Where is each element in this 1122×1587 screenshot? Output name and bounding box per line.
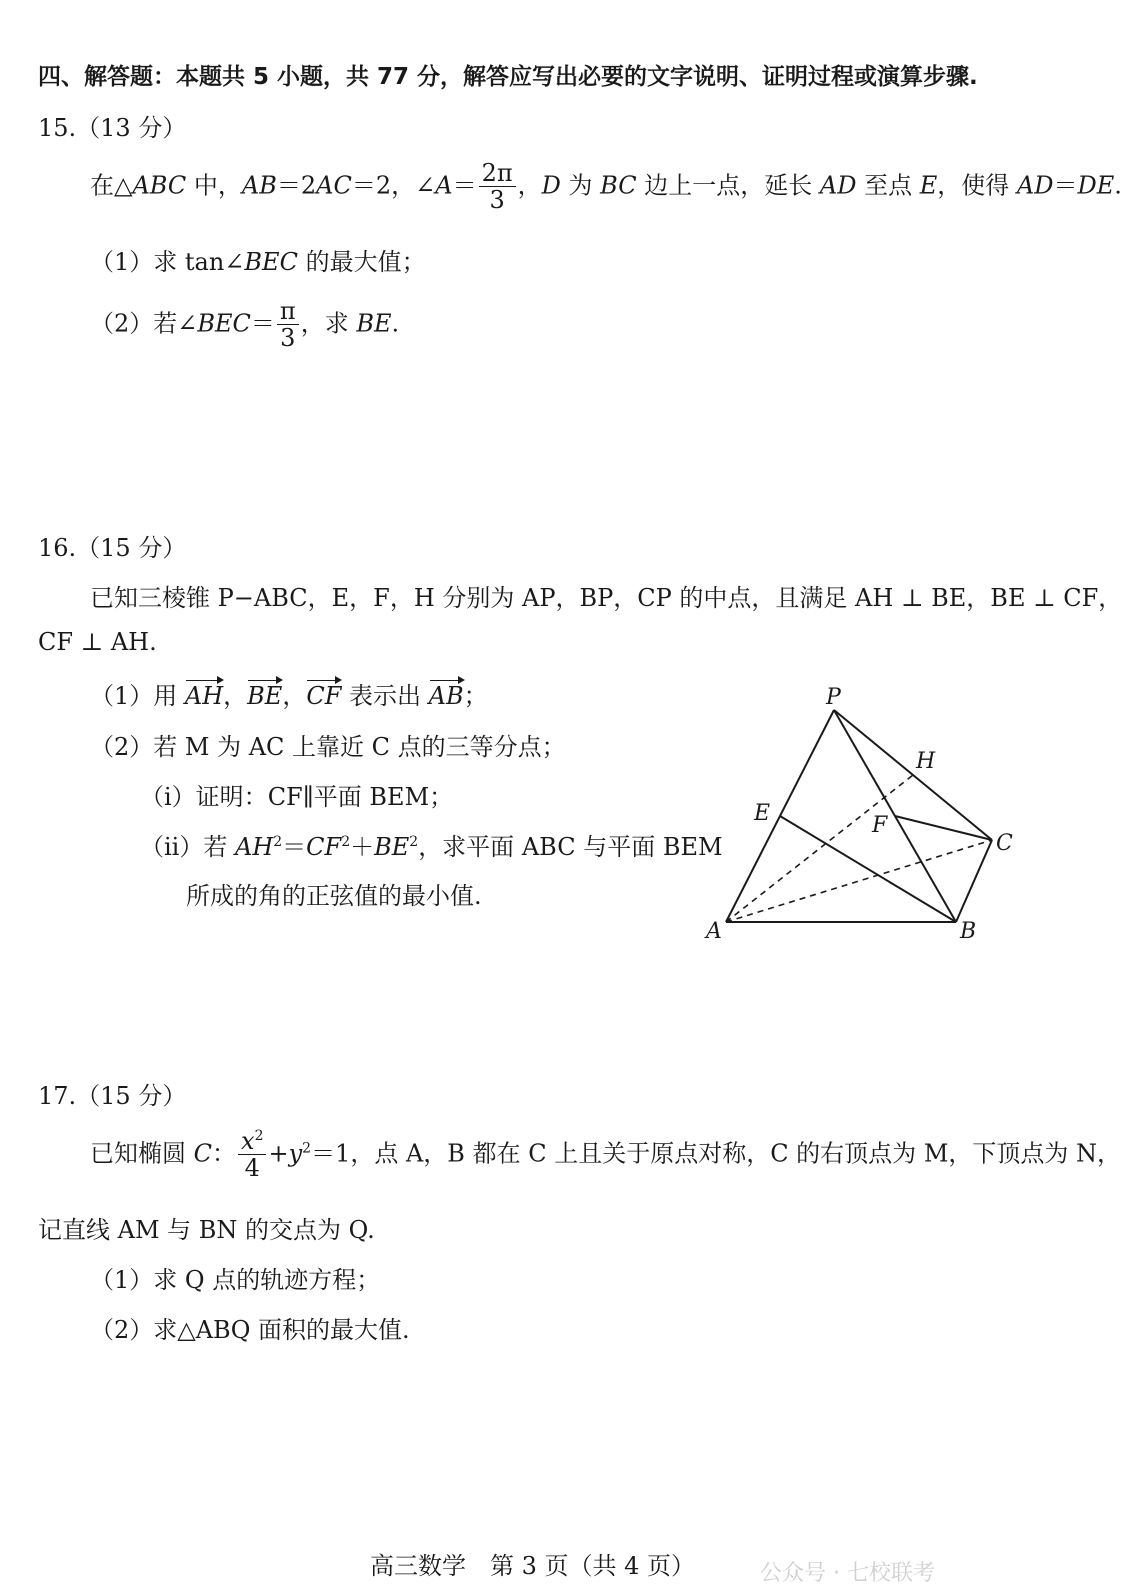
q17-ellipse-fraction: $\frac{x^2}{4}$ — [238, 1128, 266, 1182]
q15-angle-fraction: $\frac{2\pi}{3}$ — [479, 160, 516, 214]
label-H: H — [916, 749, 936, 774]
edge-BC — [956, 840, 992, 922]
q16-stem-line2: CF ⊥ AH. — [38, 628, 157, 656]
q16-stem-line1: 已知三棱锥 P−ABC，E，F，H 分别为 AP，BP，CP 的中点，且满足 AH ⊥ BE，BE ⊥ CF， — [90, 584, 1122, 612]
tetrahedron-figure — [690, 680, 1030, 950]
q16-part2-i: （i）证明：CF∥平面 BEM； — [140, 783, 454, 811]
label-F: F — [872, 813, 888, 838]
q17-stem-line2: 记直线 AM 与 BN 的交点为 Q. — [38, 1216, 375, 1244]
page-footer: 高三数学 第 3 页（共 4 页） — [370, 1552, 696, 1580]
q16-part2-ii: （ii）若 $AH^2=CF^2+BE^2$，求平面 ABC 与平面 BEM — [140, 833, 723, 861]
segment-AH — [726, 775, 913, 922]
label-B: B — [960, 919, 977, 944]
segment-BE — [780, 816, 956, 922]
q17-header: 17.（15 分） — [38, 1082, 187, 1110]
edge-AC — [726, 840, 992, 922]
q15-part2-fraction: $\frac{\pi}{3}$ — [277, 298, 299, 352]
q15-part2: （2）若∠BEC＝ $\frac{\pi}{3}$ ，求 BE. — [90, 297, 400, 353]
label-P: P — [826, 685, 841, 710]
watermark: 公众号 · 七校联考 — [760, 1561, 935, 1586]
label-C: C — [996, 831, 1013, 856]
label-A: A — [706, 919, 722, 944]
q15-stem: 在△ABC 中，AB＝2AC＝2，∠A＝ $\frac{2\pi}{3}$ ，D 为 BC 边上一点，延长 AD 至点 E，使得 AD＝DE. — [90, 159, 1122, 215]
q15-part1: （1）求 tan∠BEC 的最大值； — [90, 248, 426, 276]
label-E: E — [754, 801, 771, 826]
section-title: 四、解答题：本题共 5 小题，共 77 分，解答应写出必要的文字说明、证明过程或演算步骤. — [38, 64, 978, 90]
q16-part2-ii-cont: 所成的角的正弦值的最小值. — [186, 882, 482, 910]
q17-part2: （2）求△ABQ 面积的最大值. — [90, 1316, 410, 1344]
hidden-edges — [726, 775, 992, 922]
q16-header: 16.（15 分） — [38, 534, 187, 562]
q16-part2: （2）若 M 为 AC 上靠近 C 点的三等分点； — [90, 733, 566, 761]
q17-part1: （1）求 Q 点的轨迹方程； — [90, 1266, 381, 1294]
q15-header: 15.（13 分） — [38, 114, 187, 142]
q17-stem: 已知椭圆 C： $\frac{x^2}{4}$ $+y^2=1$，点 A，B 都在 C 上且关于原点对称，C 的右顶点为 M，下顶点为 N， — [90, 1127, 1122, 1183]
q16-part1: （1）用 AH，BE，CF 表示出 AB； — [90, 682, 488, 710]
